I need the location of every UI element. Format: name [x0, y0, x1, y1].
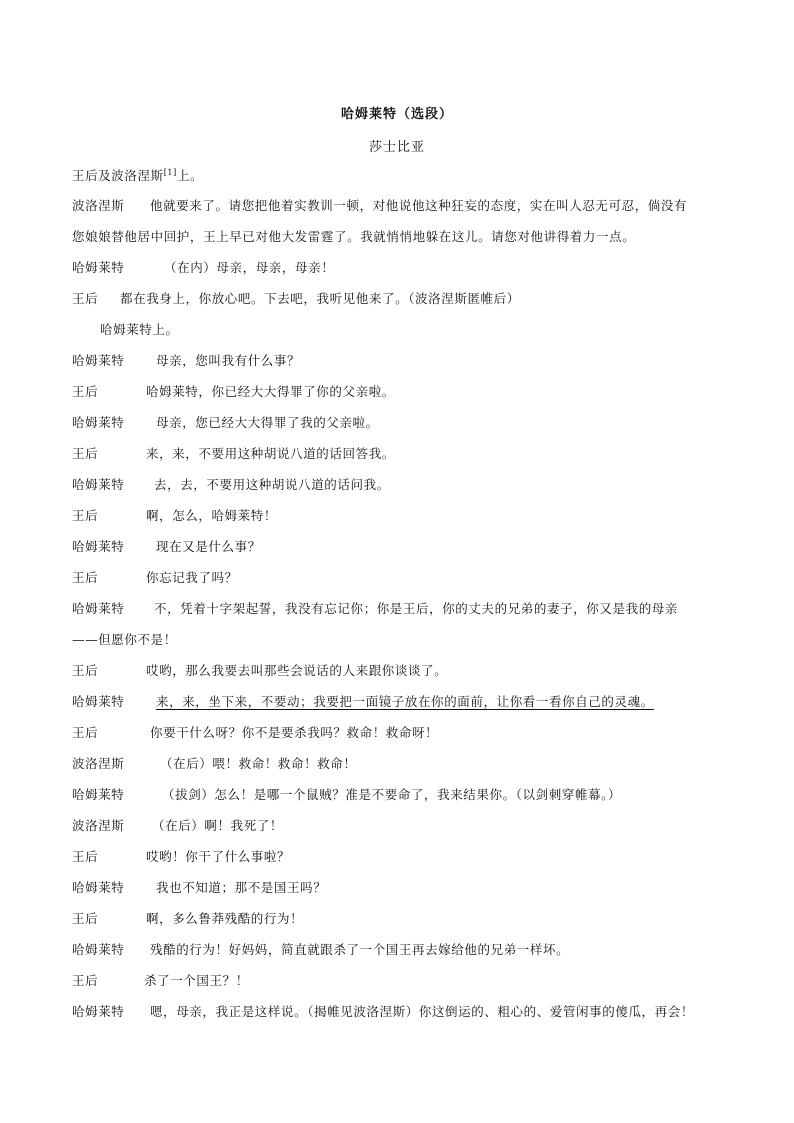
dialogue-line [72, 910, 734, 928]
dialogue-line [72, 445, 734, 463]
dialogue-text: 来，来，不要用这种胡说八道的话回答我。 [146, 446, 395, 461]
dialogue-text: 哎哟！你干了什么事啦？ [146, 849, 291, 864]
dialogue-text: 嗯，母亲，我正是这样说。（揭帷见波洛涅斯）你这倒运的、粗心的、爱管闲事的傻瓜，再会！ [150, 1004, 694, 1019]
dialogue-line [72, 414, 734, 432]
dialogue-text: ——但愿你不是！ [72, 632, 177, 647]
dialogue-text: 杀了一个国王？！ [144, 973, 249, 988]
speaker: 哈姆莱特 [72, 260, 125, 275]
dialogue-text: 不，凭着十字架起誓，我没有忘记你；你是王后，你的丈夫的兄弟的妻子，你又是我的母亲 [154, 601, 679, 616]
speaker: 哈姆莱特 [72, 942, 125, 957]
dialogue-line [72, 848, 734, 866]
dialogue-text: 我也不知道；那不是国王吗？ [156, 880, 327, 895]
dialogue-text: （拔剑）怎么！是哪一个鼠贼？准是不要命了，我来结果你。（以剑刺穿帷幕。） [162, 787, 622, 802]
dialogue-text: 现在又是什么事？ [156, 539, 261, 554]
dialogue-line [72, 755, 734, 773]
speaker: 王后 [72, 725, 99, 740]
dialogue-text: 母亲，您叫我有什么事？ [156, 353, 301, 368]
stage-direction [72, 164, 734, 185]
dialogue-text-underlined: 来，来，坐下来，不要动；我要把一面镜子放在你的面前，让你看一看你自己的灵魂。 [156, 694, 654, 709]
speaker: 哈姆莱特 [72, 477, 125, 492]
speaker: 王后 [72, 570, 99, 585]
dialogue-line [72, 1003, 754, 1021]
speaker: 波洛涅斯 [72, 198, 125, 213]
dialogue-text: 啊，怎么，哈姆莱特！ [146, 508, 278, 523]
speaker: 波洛涅斯 [72, 756, 125, 771]
dialogue-line [72, 941, 734, 959]
speaker: 王后 [72, 911, 99, 926]
dialogue-text: 残酷的行为！好妈妈，简直就跟杀了一个国王再去嫁给他的兄弟一样坏。 [150, 942, 570, 957]
dialogue-line [72, 817, 734, 835]
speaker: 王后 [72, 446, 99, 461]
dialogue-text: （在内）母亲，母亲，母亲！ [164, 260, 335, 275]
speaker: 哈姆莱特 [72, 787, 125, 802]
stage-direction [100, 321, 734, 339]
speaker: 王后 [72, 291, 99, 306]
dialogue-continuation [72, 631, 734, 649]
dialogue-text: 哎哟，那么我要去叫那些会说话的人来跟你谈谈了。 [146, 663, 448, 678]
speaker: 波洛涅斯 [72, 818, 125, 833]
dialogue-text: （在后）啊！我死了！ [152, 818, 284, 833]
dialogue-text: 你要干什么呀？你不是要杀我吗？救命！救命呀！ [150, 725, 439, 740]
stage-direction-tail: 上。 [176, 168, 204, 184]
speaker: 王后 [72, 508, 99, 523]
dialogue-line [72, 259, 734, 277]
author: 莎士比亚 [368, 140, 425, 155]
dialogue-text: 母亲，您已经大大得罪了我的父亲啦。 [156, 415, 379, 430]
dialogue-line [72, 352, 734, 370]
dialogue-text: （在后）喂！救命！救命！救命！ [160, 756, 357, 771]
dialogue-line [72, 507, 734, 525]
speaker: 哈姆莱特 [72, 601, 125, 616]
dialogue-text: 啊，多么鲁莽残酷的行为！ [146, 911, 304, 926]
dialogue-text: 都在我身上，你放心吧。下去吧，我听见他来了。（波洛涅斯匿帷后） [120, 291, 520, 306]
speaker: 哈姆莱特 [72, 415, 125, 430]
dialogue-line [72, 290, 734, 308]
dialogue-line [72, 476, 734, 494]
document-title: 哈姆莱特（选段） [340, 107, 453, 122]
dialogue-text: 哈姆莱特，你已经大大得罪了你的父亲啦。 [146, 384, 395, 399]
dialogue-line [72, 879, 734, 897]
dialogue-line [72, 724, 734, 742]
speaker: 王后 [72, 663, 99, 678]
speaker: 王后 [72, 849, 99, 864]
footnote-marker: [1] [163, 168, 177, 177]
stage-direction-text: 哈姆莱特上。 [100, 322, 179, 337]
dialogue-text: 他就要来了。请您把他着实教训一顿，对他说他这种狂妄的态度，实在叫人忍无可忍，倘没有 [150, 198, 688, 213]
stage-direction-text: 王后及波洛涅斯 [72, 168, 164, 184]
speaker: 哈姆莱特 [72, 539, 125, 554]
dialogue-line [72, 383, 734, 401]
dialogue-line [72, 538, 734, 556]
dialogue-text: 去，去，不要用这种胡说八道的话问我。 [154, 477, 390, 492]
dialogue-line [72, 569, 734, 587]
dialogue-line [72, 662, 734, 680]
speaker: 哈姆莱特 [72, 880, 125, 895]
speaker: 哈姆莱特 [72, 694, 125, 709]
speaker: 哈姆莱特 [72, 1004, 125, 1019]
dialogue-continuation [72, 228, 734, 246]
speaker: 哈姆莱特 [72, 353, 125, 368]
dialogue-text: 你忘记我了吗？ [146, 570, 238, 585]
speaker: 王后 [72, 384, 99, 399]
dialogue-line [72, 600, 734, 618]
dialogue-text: 您娘娘替他居中回护，王上早已对他大发雷霆了。我就悄悄地躲在这儿。请您对他讲得着力一点。 [72, 229, 636, 244]
dialogue-line [72, 786, 734, 804]
dialogue-line [72, 693, 734, 711]
dialogue-line [72, 197, 734, 215]
speaker: 王后 [72, 973, 99, 988]
dialogue-line [72, 972, 734, 990]
